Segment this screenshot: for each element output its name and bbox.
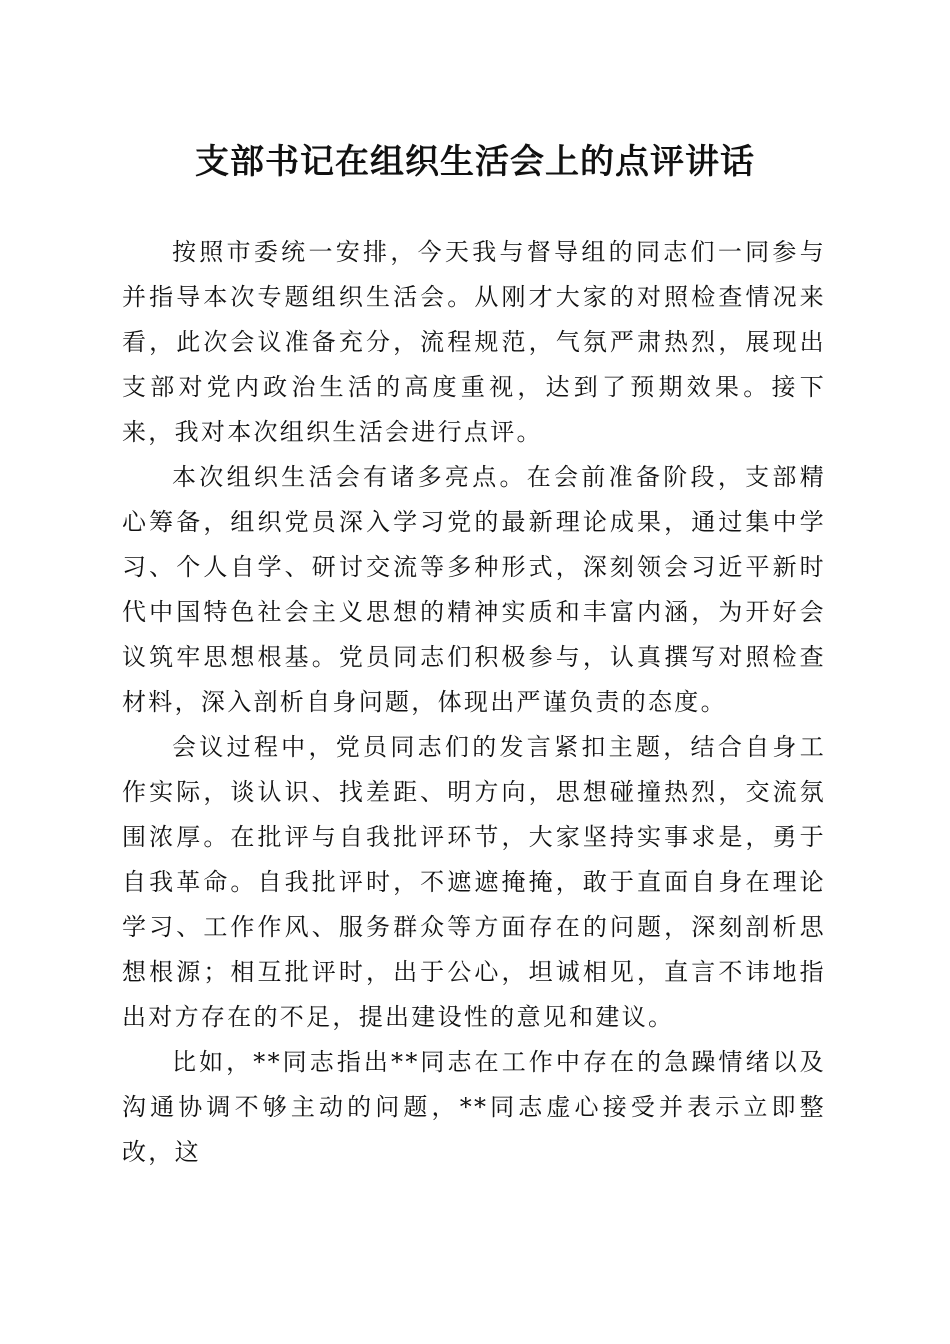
document-title: 支部书记在组织生活会上的点评讲话 — [195, 142, 755, 182]
paragraph-4: 比如，**同志指出**同志在工作中存在的急躁情绪以及沟通协调不够主动的问题，**同志虚心接受并表示立即整改，这 — [122, 1048, 826, 1166]
paragraph-1: 按照市委统一安排，今天我与督导组的同志们一同参与并指导本次专题组织生活会。从刚才大家的对照检查情况来看，此次会议准备充分，流程规范，气氛严肃热烈，展现出支部对党内政治生活的高度重视，达到了预期效果。接下来，我对本次组织生活会进行点评。 — [122, 238, 826, 446]
document-body — [122, 230, 826, 1175]
paragraph-3: 会议过程中，党员同志们的发言紧扣主题，结合自身工作实际，谈认识、找差距、明方向，思想碰撞热烈，交流氛围浓厚。在批评与自我批评环节，大家坚持实事求是，勇于自我革命。自我批评时，不遮遮掩掩，敢于直面自身在理论学习、工作作风、服务群众等方面存在的问题，深刻剖析思想根源；相互批评时，出于公心，坦诚相见，直言不讳地指出对方存在的不足，提出建设性的意见和建议。 — [122, 733, 826, 1031]
paragraph-2: 本次组织生活会有诸多亮点。在会前准备阶段，支部精心筹备，组织党员深入学习党的最新理论成果，通过集中学习、个人自学、研讨交流等多种形式，深刻领会习近平新时代中国特色社会主义思想的精神实质和丰富内涵，为开好会议筑牢思想根基。党员同志们积极参与，认真撰写对照检查材料，深入剖析自身问题，体现出严谨负责的态度。 — [122, 463, 826, 716]
